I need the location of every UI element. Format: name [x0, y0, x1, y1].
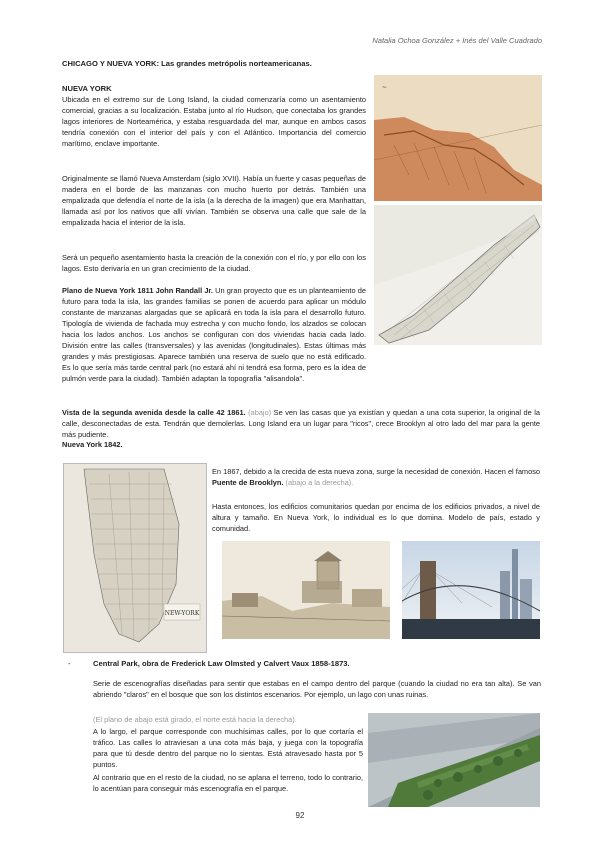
- paragraph-brooklyn-bridge: [212, 466, 540, 488]
- ny-1842-title: Nueva York 1842.: [62, 440, 123, 449]
- page-header-authors: Natalia Ochoa González + Inés del Valle Cuadrado: [372, 36, 542, 45]
- paragraph-community-buildings: Hasta entonces, los edificios comunitarios quedan por encima de los edificios privados, a nivel de altura y tamaño. En Nueva York, lo individual es lo que domina. Modelo de país, estado y comunidad.: [212, 502, 540, 533]
- paragraph-new-amsterdam: Originalmente se llamó Nueva Amsterdam (siglo XVII). Había un fuerte y casas pequeñas de madera en el borde de las manzanas con mucho huerto por detrás. También una empalizada que defendía el norte de la isla (a la derecha de la imagen) que era Manhattan, llamada así por los nativos que allí vivían. También se observa una calle que sale de la empalizada hacia el interior de la isla.: [62, 174, 366, 227]
- brooklyn-bridge-image: [402, 541, 540, 639]
- new-york-1842-map-image: [63, 463, 207, 653]
- brooklyn-text-a: En 1867, debido a la crecida de esta nueva zona, surge la necesidad de conexión. Hacen el famoso: [212, 467, 540, 476]
- second-avenue-1861-image: [222, 541, 390, 639]
- central-park-paragraph-2: A lo largo, el parque corresponde con muchísimas calles, por lo que cortaría el tráfico. Las calles lo atraviesan a una cota más baja, y juega con la topografía para que tú desde dentro del parque no lo sientas. Está atravesado hasta por 5 puntos.: [93, 727, 363, 769]
- map-caption: NEW-YORK: [164, 610, 200, 617]
- bullet-marker: -: [68, 659, 71, 668]
- paragraph-growth: Será un pequeño asentamiento hasta la creación de la conexión con el río, y por ello con los lagos. Esto derivaría en un gran crecimiento de la ciudad.: [62, 253, 366, 273]
- new-amsterdam-map-image: [374, 75, 542, 201]
- brooklyn-note: (abajo a la derecha).: [283, 478, 354, 487]
- second-avenue-body: Se ven las casas que ya existían y quedan a una cota superior, la original de la calle, desconectadas de esta. Tendrán que demolerlas. Long Island era un lugar para "ricos", crece Brooklyn al otro lado del mar para la gente más pudiente.: [62, 408, 540, 439]
- central-park-note: (El plano de abajo está girado, el norte está hacia la derecha).: [93, 715, 297, 724]
- central-park-title: Central Park, obra de Frederick Law Olmsted y Calvert Vaux 1858-1873.: [93, 659, 350, 668]
- main-title: CHICAGO Y NUEVA YORK: Las grandes metrópolis norteamericanas.: [62, 59, 312, 68]
- nyc-1811-plan-image: [374, 205, 542, 345]
- section-heading: NUEVA YORK: [62, 84, 112, 93]
- svg-text:~: ~: [382, 84, 388, 91]
- paragraph-location: Ubicada en el extremo sur de Long Island, la ciudad comenzaría como un asentamiento comercial, gracias a su localización. Estaba junto al río Hudson, que conectaba los grandes lagos interiores de Norteamérica, y estaba resguardada del mar, aunque en ambos casos tendría conexión con el interior del país y con el Atlántico. Importancia del comercio marítimo, enclave importante.: [62, 95, 366, 148]
- paragraph-1811-body: Un gran proyecto que es un planteamiento de futuro para toda la isla, las grandes familias se ponen de acuerdo para aplicar un módulo constante de manzanas alargadas que se aplicará en toda la isla para el desarrollo futuro. Tipología de vivienda de fachada muy estrecha y con mucho fondo, los alzados se colocan hacia los lados anchos. Los anchos se configuran con dos viviendas hacia cada lado. División entre las calles (transversales) y las avenidas (longitudinales). Estas últimas más grandes y más prestigiosas. Aparece también una reserva de suelo que no está edificado. Es lo que sería más tarde central park (no estará ahí ni tendrá esa forma, pero es la idea de pulmón verde para la ciudad). También adaptan la topografía "alisandola".: [62, 286, 366, 383]
- paragraph-second-avenue: [62, 407, 540, 440]
- central-park-paragraph-1: Serie de escenografías diseñadas para sentir que estabas en el campo dentro del parque (cuando la ciudad no era tan alta). Se van abriendo "claros" en el bosque que son los distintos escenarios. Por ejemplo, un lago con unas ruinas.: [93, 679, 541, 699]
- central-park-paragraph-3: Al contrario que en el resto de la ciudad, no se aplana el terreno, todo lo contrario, lo acentúan para conseguir más escenografía en el parque.: [93, 773, 363, 793]
- second-avenue-title: Vista de la segunda avenida desde la calle 42 1861.: [62, 408, 246, 417]
- second-avenue-note: (abajo): [245, 408, 272, 417]
- paragraph-1811-title: Plano de Nueva York 1811 John Randall Jr.: [62, 286, 213, 295]
- brooklyn-bridge-name: Puente de Brooklyn.: [212, 478, 284, 487]
- paragraph-1811-plan-top: [62, 285, 366, 384]
- page-number: 92: [295, 811, 305, 820]
- central-park-aerial-image: [368, 713, 540, 807]
